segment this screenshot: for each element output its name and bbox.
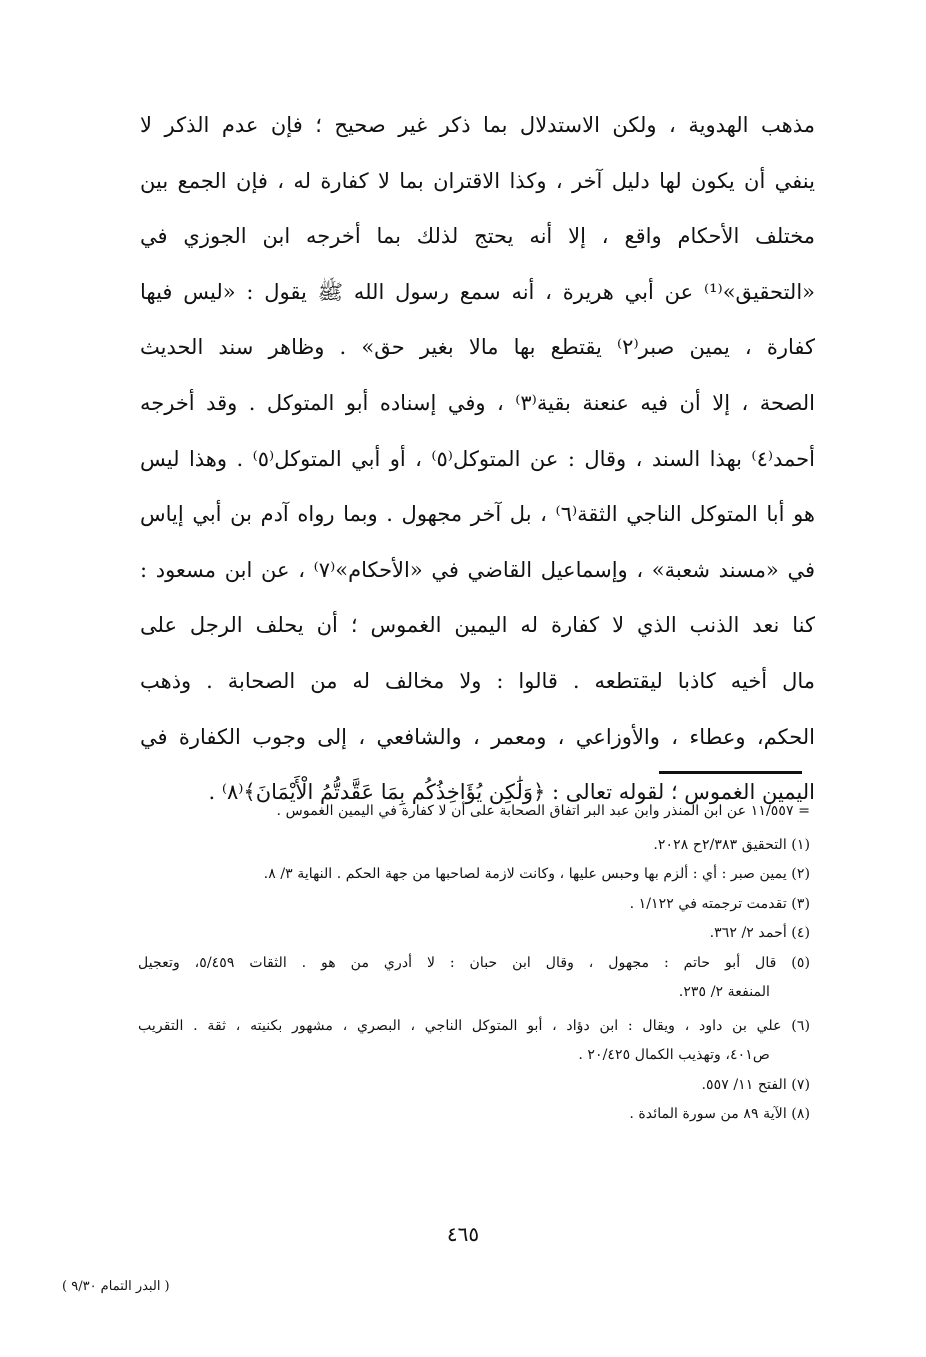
text-line: الحكم، وعطاء ، والأوزاعي ، ومعمر ، والشافعي ، إلى وجوب الكفارة في — [140, 724, 815, 749]
footnote-2: (٢) يمين صبر : أي : ألزم بها وحبس عليها ، وكانت لازمة لصاحبها من جهة الحكم . النهاية ٣/ ٨. — [263, 866, 810, 882]
text-line-quran-verse: اليمين الغموس ؛ لقوله تعالى : ﴿وَلَٰكِن يُؤَاخِذُكُم بِمَا عَقَّدتُّمُ الْأَيْمَانَ﴾⁽٨⁾ . — [208, 780, 815, 805]
text-line: كنا نعد الذنب الذي لا كفارة له اليمين الغموس ؛ أن يحلف الرجل على — [140, 613, 815, 638]
footnote-5-continuation: المنفعة ٢/ ٢٣٥. — [678, 984, 770, 1000]
book-imprint: ( البدر التمام ٩/٣٠ ) — [62, 1279, 170, 1294]
page-number: ٤٦٥ — [446, 1222, 480, 1246]
footnote-6: (٦) علي بن داود ، ويقال : ابن دؤاد ، أبو المتوكل الناجي ، البصري ، مشهور بكنيته ، ثقة . التقريب — [138, 1017, 810, 1034]
footnote-continuation: = ١١/٥٥٧ عن ابن المنذر وابن عبد البر اتفاق الصحابة على أن لا كفارة في اليمين الغموس . — [276, 803, 810, 819]
main-text — [140, 98, 815, 821]
footnote-1: (١) التحقيق ٢/٣٨٣ح ٢٠٢٨. — [653, 836, 810, 853]
text-line: أحمد⁽٤⁾ بهذا السند ، وقال : عن المتوكل⁽٥⁾ ، أو أبي المتوكل⁽٥⁾ . وهذا ليس — [140, 446, 815, 471]
footnotes — [138, 797, 810, 1130]
footnote-3: (٣) تقدمت ترجمته في ١/١٢٢ . — [629, 895, 810, 912]
footnote-5: (٥) قال أبو حاتم : مجهول ، وقال ابن حبان : لا أدري من هو . الثقات ٥/٤٥٩، وتعجيل — [138, 954, 810, 971]
text-line: الصحة ، إلا أن فيه عنعنة بقية⁽٣⁾ ، وفي إسناده أبو المتوكل . وقد أخرجه — [140, 390, 815, 415]
text-line: مذهب الهدوية ، ولكن الاستدلال بما ذكر غير صحيح ؛ فإن عدم الذكر لا — [140, 113, 815, 137]
text-line: كفارة ، يمين صبر⁽٢⁾ يقتطع بها مالا بغير حق» . وظاهر سند الحديث — [140, 335, 816, 360]
footnote-6-continuation: ص٤٠١، وتهذيب الكمال ٢٠/٤٢٥ . — [578, 1047, 770, 1063]
footnote-8: (٨) الآية ٨٩ من سورة المائدة . — [629, 1106, 810, 1122]
text-line: ينفي أن يكون لها دليل آخر ، وكذا الاقتران بما لا كفارة له ، فإن الجمع بين — [140, 168, 815, 193]
text-line: في «مسند شعبة» ، وإسماعيل القاضي في «الأحكام»⁽٧⁾ ، عن ابن مسعود : — [140, 557, 815, 582]
text-line: مال أخيه كاذبا ليقتطعه . قالوا : ولا مخالف له من الصحابة . وذهب — [140, 668, 815, 693]
text-line: هو أبا المتوكل الناجي الثقة⁽٦⁾ ، بل آخر مجهول . وبما رواه آدم بن أبي إياس — [140, 502, 815, 527]
footnote-separator — [659, 771, 802, 774]
footnote-7: (٧) الفتح ١١/ ٥٥٧. — [701, 1076, 810, 1093]
text-line: «التحقيق»⁽¹⁾ عن أبي هريرة ، أنه سمع رسول الله ﷺ يقول : «ليس فيها — [140, 279, 815, 304]
footnote-4: (٤) أحمد ٢/ ٣٦٢. — [709, 925, 810, 941]
text-line: مختلف الأحكام واقع ، إلا أنه يحتج لذلك بما أخرجه ابن الجوزي في — [140, 224, 815, 249]
